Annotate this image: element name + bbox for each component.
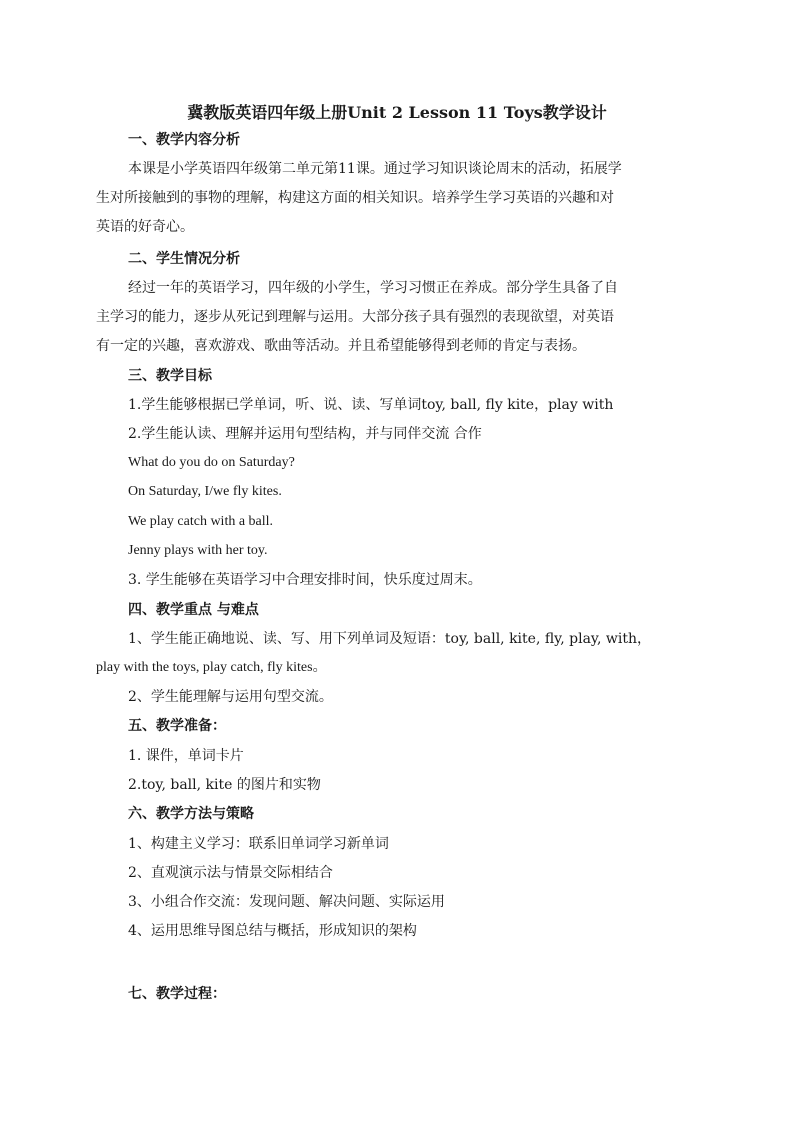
paragraph-line: 本课是小学英语四年级第二单元第11课。通过学习知识谈论周末的活动，拓展学 <box>128 161 622 177</box>
paragraph-line: 有一定的兴趣，喜欢游戏、歌曲等活动。并且希望能够得到老师的肯定与表扬。 <box>96 338 586 354</box>
objective-item: 2.学生能认读、理解并运用句型结构，并与同伴交流 合作 <box>128 426 482 442</box>
section-heading-content-analysis: 一、教学内容分析 <box>128 132 240 148</box>
preparation-item: 1. 课件，单词卡片 <box>128 748 244 764</box>
section-heading-objectives: 三、教学目标 <box>128 368 212 384</box>
document-title: 冀教版英语四年级上册Unit 2 Lesson 11 Toys教学设计 <box>187 103 607 122</box>
objective-item: 3. 学生能够在英语学习中合理安排时间，快乐度过周末。 <box>128 572 482 588</box>
section-heading-process: 七、教学过程： <box>128 986 226 1002</box>
paragraph-line: 英语的好奇心。 <box>96 219 194 235</box>
method-item: 1、构建主义学习：联系旧单词学习新单词 <box>128 836 389 852</box>
method-item: 4、运用思维导图总结与概括，形成知识的架构 <box>128 923 417 939</box>
sentence-pattern: We play catch with a ball. <box>128 514 274 529</box>
key-point-item: 2、学生能理解与运用句型交流。 <box>128 689 333 705</box>
paragraph-line: 主学习的能力，逐步从死记到理解与运用。大部分孩子具有强烈的表现欲望，对英语 <box>96 309 614 325</box>
section-heading-student-analysis: 二、学生情况分析 <box>128 251 240 267</box>
sentence-pattern: On Saturday, I/we fly kites. <box>128 484 282 499</box>
sentence-pattern: Jenny plays with her toy. <box>128 543 268 558</box>
section-heading-preparation: 五、教学准备： <box>128 718 226 734</box>
key-point-item: play with the toys, play catch, fly kites。 <box>96 660 327 675</box>
objective-item: 1.学生能够根据已学单词，听、说、读、写单词toy, ball, fly kite，play with <box>128 397 614 413</box>
method-item: 2、直观演示法与情景交际相结合 <box>128 865 333 881</box>
section-heading-methods: 六、教学方法与策略 <box>128 806 254 822</box>
sentence-pattern: What do you do on Saturday? <box>128 455 295 470</box>
section-heading-key-points: 四、教学重点 与难点 <box>128 602 259 618</box>
paragraph-line: 经过一年的英语学习，四年级的小学生，学习习惯正在养成。部分学生具备了自 <box>128 280 618 296</box>
key-point-item: 1、学生能正确地说、读、写、用下列单词及短语：toy, ball, kite, fly, play, with， <box>128 631 651 647</box>
paragraph-line: 生对所接触到的事物的理解，构建这方面的相关知识。培养学生学习英语的兴趣和对 <box>96 190 614 206</box>
preparation-item: 2.toy, ball, kite 的图片和实物 <box>128 777 321 793</box>
method-item: 3、小组合作交流：发现问题、解决问题、实际运用 <box>128 894 445 910</box>
